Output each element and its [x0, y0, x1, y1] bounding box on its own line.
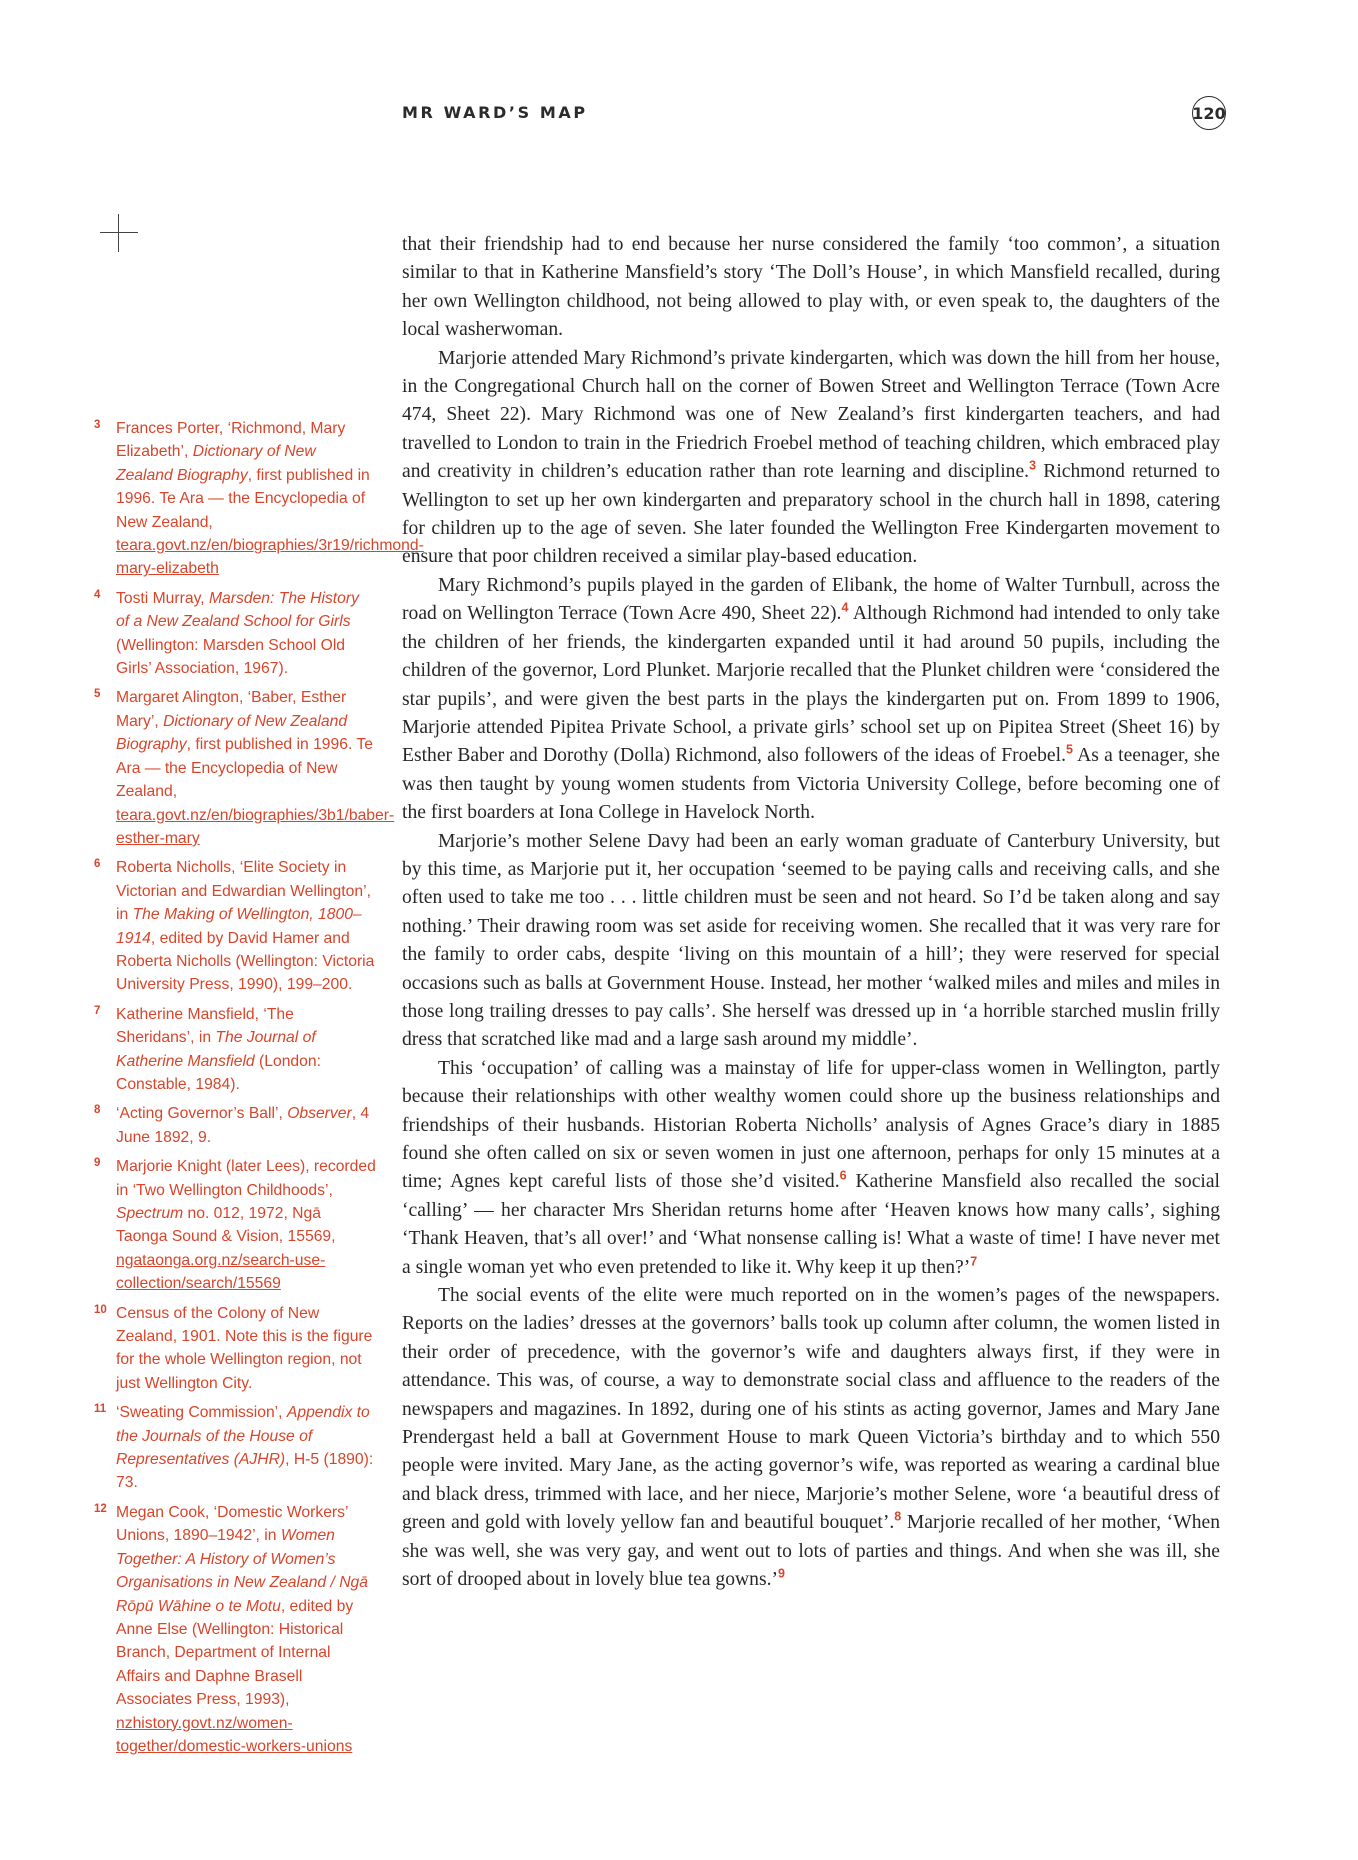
footnote-text: Megan Cook, ‘Domestic Workers’ Unions, 1890–1942’, in	[116, 1503, 348, 1545]
footnote-text: Roberta Nicholls, ‘Elite Society in Victorian and Edwardian Wellington’, in	[116, 859, 371, 924]
paragraph-text: that their friendship had to end because her nurse considered the family ‘too common’, a situation similar to that in Katherine Mansfield’s story ‘The Doll’s House’, in which Mansfield recalled, during her own Wellington childhood, not being allowed to play with, or even speak to, the daughters of the local washerwoman.	[402, 234, 1220, 341]
footnote-7	[94, 1003, 376, 1097]
footnote-reference[interactable]: 8	[894, 1509, 902, 1524]
footnote-number: 11	[94, 1403, 107, 1416]
body-paragraph	[402, 1055, 1220, 1282]
running-header: MR WARD’S MAP	[402, 103, 588, 122]
footnote-11	[94, 1401, 376, 1495]
footnote-text: Tosti Murray,	[116, 589, 209, 607]
footnote-reference[interactable]: 3	[1029, 458, 1037, 473]
footnote-link[interactable]: ngataonga.org.nz/search-use-collection/search/15569	[116, 1251, 326, 1293]
body-paragraph	[402, 572, 1220, 828]
paragraph-text: The social events of the elite were much reported on in the women’s pages of the newspapers. Reports on the ladies’ dresses at the governors’ balls took up column after column, the women listed in their order of precedence, with the governor’s wife and daughters always first, if they were in attendance. This was, of course, a way to demonstrate social class and affluence to the readers of the newspapers and magazines. In 1892, during one of his stints as acting governor, James and Mary Jane Prendergast held a ball at Government House to mark Queen Victoria’s birthday and to which 550 people were invited. Mary Jane, as the acting governor’s wife, was reported as wearing a cardinal blue and black dress, trimmed with lace, and her niece, Marjorie’s mother Selene, wore ‘a beautiful dress of green and gold with lovely yellow fan and beautiful bouquet’.	[402, 1285, 1220, 1534]
footnote-text: no. 012, 1972, Ngā Taonga Sound & Vision, 15569,	[116, 1205, 336, 1246]
footnote-link[interactable]: nzhistory.govt.nz/women-together/domestic-workers-unions	[116, 1714, 353, 1755]
paragraph-text: Marjorie attended Mary Richmond’s private kindergarten, which was down the hill from her house, in the Congregational Church hall on the corner of Bowen Street and Wellington Terrace (Town Acre 474, Sheet 22). Mary Richmond was one of New Zealand’s first kindergarten teachers, and had travelled to London to train in the Friedrich Froebel method of teaching children, which embraced play and creativity in children’s education rather than rote learning and discipline.	[402, 347, 1220, 483]
footnote-text: Frances Porter, ‘Richmond, Mary Elizabeth’,	[116, 420, 346, 461]
footnote-reference[interactable]: 7	[970, 1254, 978, 1269]
footnote-9	[94, 1155, 376, 1295]
footnote-text: Census of the Colony of New Zealand, 1901. Note this is the figure for the whole Wellington region, not just Wellington City.	[116, 1304, 373, 1392]
paragraph-text: Although Richmond had intended to only take the children of her friends, the kindergarten expanded until it had around 50 pupils, including the children of the governor, Lord Plunket. Marjorie recalled that the Plunket children were ‘considered the star pupils’, and were given the best parts in the plays the kindergarten put on. From 1899 to 1906, Marjorie attended Pipitea Private School, a private girls’ school set up on Pipitea Street (Sheet 16) by Esther Baber and Dorothy (Dolla) Richmond, also followers of the ideas of Froebel.	[402, 603, 1220, 767]
footnote-text: (London: Constable, 1984).	[116, 1052, 321, 1093]
footnote-text: , H-5 (1890): 73.	[116, 1451, 374, 1492]
footnote-text: Katherine Mansfield, ‘The Sheridans’, in	[116, 1005, 294, 1047]
body-paragraph	[402, 1282, 1220, 1594]
footnote-text: The Journal of Katherine Mansfield	[116, 1029, 316, 1070]
crop-mark	[100, 214, 138, 252]
crop-mark-vertical	[118, 214, 119, 252]
crop-mark-horizontal	[100, 232, 138, 233]
footnote-12	[94, 1501, 376, 1758]
footnote-reference[interactable]: 5	[1065, 742, 1073, 757]
footnote-text: , edited by Anne Else (Wellington: Historical Branch, Department of Internal Affairs and Daphne Brasell Associates Press, 1993),	[116, 1597, 354, 1709]
footnote-6	[94, 856, 376, 996]
footnote-text: (Wellington: Marsden School Old Girls’ Association, 1967).	[116, 636, 346, 678]
footnote-text: , first published in 1996. Te Ara — the Encyclopedia of New Zealand,	[116, 466, 370, 531]
footnote-reference[interactable]: 6	[839, 1168, 847, 1183]
footnote-text: Women Together: A History of Women’s Organisations in New Zealand / Ngā Rōpū Wāhine o te Motu	[116, 1527, 369, 1615]
paragraph-text: Katherine Mansfield also recalled the social ‘calling’ — her character Mrs Sheridan returns home after ‘Heaven knows how many calls’, sighing ‘Thank Heaven, that’s all over!’ and ‘What nonsense calling is! What a waste of time! I have never met a single woman yet who even pretended to like it. Why keep it up then?’	[402, 1171, 1220, 1278]
footnote-number: 9	[94, 1157, 101, 1170]
footnote-text: Marsden: The History of a New Zealand School for Girls	[116, 589, 359, 631]
footnote-text: , first published in 1996. Te Ara — the Encyclopedia of New Zealand,	[116, 736, 373, 801]
footnote-reference[interactable]: 4	[841, 600, 849, 615]
footnote-number: 6	[94, 858, 101, 871]
body-paragraph	[402, 345, 1220, 572]
paragraph-text: Marjorie’s mother Selene Davy had been an early woman graduate of Canterbury University, but by this time, as Marjorie put it, her occupation ‘seemed to be paying calls and receiving calls, and she often used to take me too . . . little children must be seen and not heard. So I’d be taken along and say nothing.’ Their drawing room was set aside for receiving women. She recalled that it was very rare for the family to order cabs, despite ‘living on this mountain of a hill’; they were reserved for special occasions such as balls at Government House. Instead, her mother ‘walked miles and miles and miles in those long trailing dresses to pay calls’. She herself was dressed up in ‘a horrible starched muslin frilly dress that scratched like mad and a large sash around my middle’.	[402, 830, 1220, 1051]
footnote-text: ‘Acting Governor’s Ball’,	[116, 1105, 288, 1123]
footnote-number: 5	[94, 688, 101, 701]
footnote-number: 10	[94, 1303, 107, 1316]
footnote-8	[94, 1102, 376, 1149]
footnote-10	[94, 1302, 376, 1396]
footnote-text: Appendix to the Journals of the House of Representatives (AJHR)	[116, 1404, 370, 1469]
paragraph-text: Mary Richmond’s pupils played in the garden of Elibank, the home of Walter Turnbull, across the road on Wellington Terrace (Town Acre 490, Sheet 22).	[402, 574, 1220, 625]
footnote-number: 3	[94, 419, 101, 431]
footnote-link[interactable]: teara.govt.nz/en/biographies/3r19/richmond-mary-elizabeth	[116, 537, 424, 578]
footnotes-column	[94, 417, 424, 1764]
paragraph-text: This ‘occupation’ of calling was a mainstay of life for upper-class women in Wellington, partly because their relationships with other wealthy women could shore up the business relationships and friendships of their husbands. Historian Roberta Nicholls’ analysis of Agnes Grace’s diary in 1885 found she often called on six or seven women in just one afternoon, perhaps for only 15 minutes at a time; Agnes kept careful lists of those she’d visited.	[402, 1057, 1220, 1193]
footnote-text: The Making of Wellington, 1800–1914	[116, 906, 362, 947]
footnote-number: 4	[94, 588, 101, 601]
footnote-4	[94, 587, 376, 681]
page-number: 120	[1192, 96, 1226, 130]
footnote-number: 8	[94, 1104, 101, 1117]
body-paragraph	[402, 231, 1220, 345]
footnote-text: Observer	[287, 1105, 352, 1123]
footnote-text: Dictionary of New Zealand Biography	[116, 443, 316, 484]
footnote-link[interactable]: teara.govt.nz/en/biographies/3b1/baber-esther-mary	[116, 806, 395, 847]
paragraph-text: Marjorie recalled of her mother, ‘When she was well, she was very gay, and went out to lots of parties and things. And when she was ill, she sort of drooped about in lovely blue tea gowns.’	[402, 1512, 1220, 1591]
footnote-text: , 4 June 1892, 9.	[116, 1105, 370, 1146]
footnote-text: Marjorie Knight (later Lees), recorded in ‘Two Wellington Childhoods’,	[116, 1158, 376, 1199]
body-paragraph	[402, 828, 1220, 1055]
footnote-number: 12	[94, 1502, 107, 1515]
paragraph-text: Richmond returned to Wellington to set up her own kindergarten and preparatory school in the church hall in 1898, catering for children up to the age of seven. She later founded the Wellington Free Kindergarten movement to ensure that poor children received a similar play-based education.	[402, 461, 1220, 568]
footnote-text: Dictionary of New Zealand Biography	[116, 712, 348, 754]
footnote-3	[94, 417, 424, 581]
footnote-5	[94, 686, 395, 850]
paragraph-text: As a teenager, she was then taught by young women students from Victoria University College, before becoming one of the first boarders at Iona College in Havelock North.	[402, 745, 1220, 824]
footnote-reference[interactable]: 9	[778, 1566, 785, 1581]
footnote-text: , edited by David Hamer and Roberta Nicholls (Wellington: Victoria University Press, 1990), 199–200.	[116, 929, 375, 994]
footnote-text: Margaret Alington, ‘Baber, Esther Mary’,	[116, 689, 347, 730]
body-text	[402, 231, 1220, 1595]
footnote-text: ‘Sweating Commission’,	[116, 1404, 287, 1422]
footnote-text: Spectrum	[116, 1205, 184, 1222]
footnote-number: 7	[94, 1004, 101, 1017]
